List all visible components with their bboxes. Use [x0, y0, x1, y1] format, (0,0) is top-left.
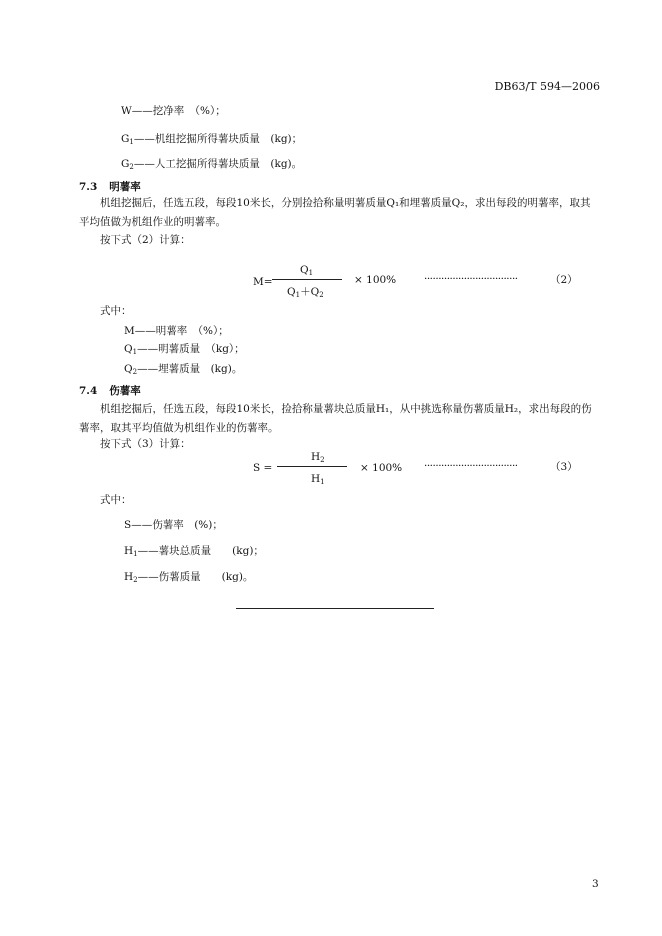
- definition-g1: [121, 132, 302, 146]
- definition-subscript: 1: [129, 138, 134, 146]
- formula-2-lhs: M=: [253, 276, 273, 288]
- formula-2-intro: 按下式（2）计算：: [100, 234, 191, 246]
- section-title: 伤薯率: [109, 385, 141, 397]
- definition-text: ——明薯质量 （kg）；: [137, 343, 245, 355]
- definition-h2: [124, 570, 253, 584]
- definition-symbol: Q: [124, 343, 133, 355]
- definition-text: ——伤薯质量 (kg)。: [137, 571, 254, 583]
- section-number: 7.4: [79, 385, 98, 397]
- definition-symbol: M: [124, 325, 135, 337]
- definition-h1: [124, 544, 264, 558]
- document-code: DB63/T 594—2006: [494, 80, 600, 93]
- section-heading-7-3: [79, 180, 141, 194]
- definition-text: ——机组挖掘所得薯块质量 (kg)；: [133, 133, 303, 145]
- formula-2-times-percent: × 100%: [354, 274, 397, 286]
- definition-subscript: 2: [129, 163, 134, 171]
- definition-subscript: 1: [133, 550, 138, 558]
- numerator-symbol: Q: [300, 264, 309, 276]
- denominator-subscript: 1: [295, 291, 301, 299]
- where-label-3: 式中：: [100, 494, 132, 506]
- definition-s: [124, 518, 223, 532]
- definition-subscript: 2: [133, 576, 138, 584]
- formula-3-leader-dots: ·································: [424, 460, 518, 472]
- definition-q2: [124, 362, 242, 376]
- where-label-2: 式中：: [100, 305, 132, 317]
- denominator-subscript: 1: [320, 478, 325, 486]
- numerator-subscript: 1: [308, 269, 314, 277]
- definition-text: ——人工挖掘所得薯块质量 (kg)。: [133, 158, 303, 170]
- definition-symbol: Q: [124, 363, 133, 375]
- definition-subscript: 2: [132, 368, 138, 376]
- formula-2-number: （2）: [550, 274, 578, 286]
- formula-2-fraction-bar: [272, 279, 342, 280]
- section-heading-7-4: [79, 384, 141, 398]
- definition-symbol: W: [121, 105, 132, 117]
- definition-w: [121, 104, 226, 118]
- formula-3-lhs: S =: [253, 462, 273, 474]
- definition-text: ——明薯率 （%）；: [134, 325, 229, 337]
- definition-symbol: G: [121, 133, 130, 145]
- formula-2-denominator: [287, 285, 324, 299]
- formula-3-number: （3）: [550, 461, 578, 473]
- formula-2-numerator: [300, 263, 313, 277]
- numerator-symbol: H: [311, 451, 321, 463]
- denominator-subscript: 2: [319, 291, 324, 299]
- page-number: 3: [592, 878, 599, 890]
- denominator-symbol: H: [311, 473, 321, 485]
- section-7-4-paragraph: 机组挖掘后，任选五段，每段10米长，捡拾称量薯块总质量H₁，从中挑选称量伤薯质量H₂，求出每段的伤薯率，取其平均值做为机组作业的伤薯率。: [79, 403, 592, 434]
- formula-3-numerator: [311, 450, 325, 464]
- definition-text: ——薯块总质量 (kg)；: [137, 545, 264, 557]
- denominator-symbol: Q: [287, 286, 296, 298]
- denominator-symbol: Q: [310, 286, 320, 298]
- definition-g2: [121, 157, 302, 171]
- definition-symbol: H: [124, 545, 134, 557]
- formula-3-denominator: [311, 472, 325, 486]
- end-rule: [236, 608, 434, 609]
- section-7-3-paragraph: 机组挖掘后，任选五段，每段10米长，分别捡拾称量明薯质量Q₁和埋薯质量Q₂，求出每段的明薯率，取其平均值做为机组作业的明薯率。: [79, 197, 591, 228]
- definition-symbol: H: [124, 571, 134, 583]
- definition-symbol: G: [121, 158, 130, 170]
- formula-3-intro: 按下式（3）计算：: [100, 438, 191, 450]
- definition-text: ——埋薯质量 (kg)。: [137, 363, 243, 375]
- definition-subscript: 1: [132, 348, 138, 356]
- section-title: 明薯率: [109, 181, 141, 193]
- definition-m: [124, 324, 229, 338]
- numerator-subscript: 2: [320, 456, 325, 464]
- definition-symbol: S: [124, 519, 132, 531]
- formula-3-times-percent: × 100%: [360, 462, 403, 474]
- section-number: 7.3: [79, 181, 98, 193]
- definition-q1: [124, 342, 245, 356]
- definition-text: ——伤薯率 (%)；: [131, 519, 223, 531]
- definition-text: ——挖净率 （%）；: [131, 105, 226, 117]
- plus-sign: ＋: [300, 286, 311, 298]
- formula-3-fraction-bar: [277, 466, 347, 467]
- formula-2-leader-dots: ·································: [424, 273, 518, 285]
